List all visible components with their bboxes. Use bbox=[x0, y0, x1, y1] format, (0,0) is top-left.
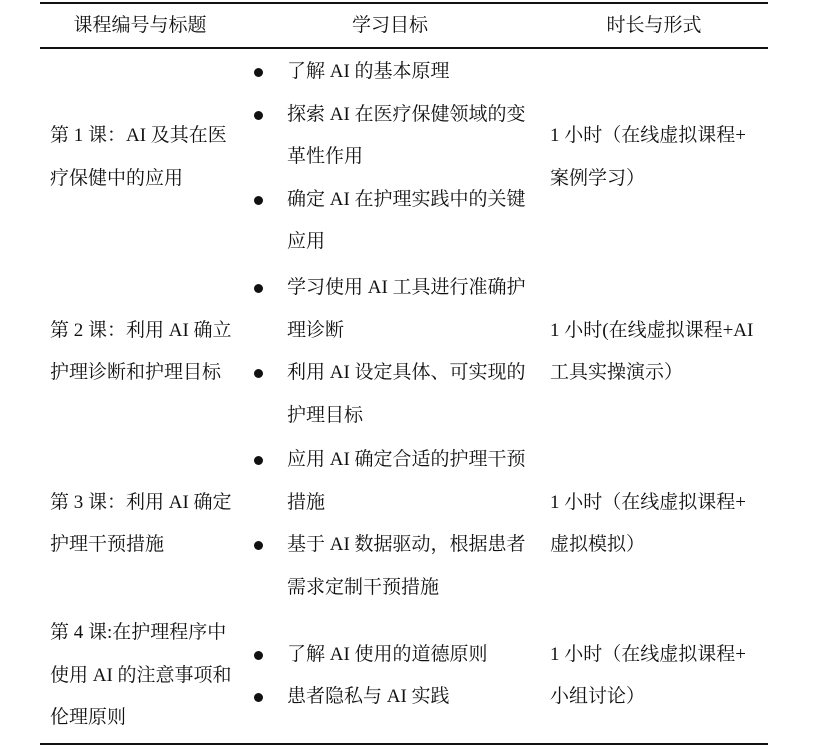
lesson-line: 护理诊断和护理目标 bbox=[50, 362, 222, 383]
duration-line: 案例学习） bbox=[550, 167, 646, 189]
lesson-line: 第 4 课:在护理程序中 bbox=[50, 622, 227, 644]
objective-line: 革性作用 bbox=[287, 146, 364, 168]
header-objectives: 学习目标 bbox=[351, 15, 428, 36]
objective-line: 了解 AI 的基本原理 bbox=[287, 61, 450, 83]
objective-item bbox=[240, 179, 540, 264]
objectives-cell bbox=[240, 265, 540, 439]
bullet-icon bbox=[254, 196, 263, 205]
objective-item bbox=[240, 267, 540, 352]
objective-line: 基于 AI 数据驱动，根据患者 bbox=[287, 534, 526, 555]
objective-line: 了解 AI 使用的道德原则 bbox=[287, 643, 488, 665]
objective-line: 应用 bbox=[287, 231, 326, 253]
lesson-line: 使用 AI 的注意事项和 bbox=[50, 664, 232, 686]
table-row bbox=[40, 439, 768, 609]
bullet-icon bbox=[254, 369, 263, 378]
objective-line: 理诊断 bbox=[287, 319, 345, 341]
table-row bbox=[40, 50, 768, 265]
objective-line: 确定 AI 在护理实践中的关键 bbox=[287, 188, 526, 210]
table-row bbox=[40, 265, 768, 439]
objective-line: 探索 AI 在医疗保健领域的变 bbox=[287, 103, 526, 125]
objective-line: 利用 AI 设定具体、可实现的 bbox=[287, 362, 526, 383]
table-header-row bbox=[40, 4, 768, 47]
lesson-line: 伦理原则 bbox=[50, 707, 127, 729]
lesson-line: 第 2 课：利用 AI 确立 bbox=[50, 319, 232, 341]
lesson-line: 第 1 课：AI 及其在医 bbox=[50, 125, 227, 146]
table-header-rule bbox=[40, 47, 768, 49]
bullet-icon bbox=[254, 456, 263, 465]
bullet-icon bbox=[254, 284, 263, 293]
lesson-line: 第 3 课：利用 AI 确定 bbox=[50, 491, 232, 513]
duration-line: 1 小时（在线虚拟课程+ bbox=[550, 643, 746, 665]
bullet-icon bbox=[254, 111, 263, 120]
objective-item bbox=[240, 352, 540, 437]
duration-cell bbox=[550, 50, 768, 265]
duration-cell bbox=[550, 439, 768, 609]
objective-item bbox=[240, 634, 540, 677]
bullet-icon bbox=[254, 693, 263, 702]
objective-line: 需求定制干预措施 bbox=[287, 576, 440, 598]
duration-line: 虚拟模拟） bbox=[550, 534, 646, 555]
table-bottom-rule bbox=[40, 743, 768, 745]
duration-line: 工具实操演示） bbox=[550, 362, 684, 383]
objective-line: 学习使用 AI 工具进行准确护 bbox=[287, 277, 526, 298]
bullet-icon bbox=[254, 541, 263, 550]
objective-line: 患者隐私与 AI 实践 bbox=[287, 686, 450, 707]
lesson-line: 疗保健中的应用 bbox=[50, 167, 184, 189]
objective-item bbox=[240, 524, 540, 609]
objectives-cell bbox=[240, 439, 540, 609]
lesson-cell bbox=[50, 50, 242, 265]
objective-item bbox=[240, 51, 540, 94]
duration-cell bbox=[550, 265, 768, 439]
objectives-cell bbox=[240, 50, 540, 265]
header-duration: 时长与形式 bbox=[606, 15, 702, 36]
lesson-cell bbox=[50, 609, 242, 743]
duration-line: 1 小时（在线虚拟课程+ bbox=[550, 491, 746, 513]
duration-line: 1 小时（在线虚拟课程+ bbox=[550, 125, 746, 146]
duration-cell bbox=[550, 609, 768, 743]
lesson-line: 护理干预措施 bbox=[50, 534, 165, 555]
objectives-cell bbox=[240, 609, 540, 743]
objective-line: 护理目标 bbox=[287, 404, 364, 426]
bullet-icon bbox=[254, 651, 263, 660]
header-lesson: 课程编号与标题 bbox=[73, 15, 207, 36]
lesson-cell bbox=[50, 265, 242, 439]
objective-item bbox=[240, 439, 540, 524]
duration-line: 1 小时(在线虚拟课程+AI bbox=[550, 319, 754, 341]
duration-line: 小组讨论） bbox=[550, 686, 646, 707]
objective-item bbox=[240, 94, 540, 179]
objective-line: 措施 bbox=[287, 491, 326, 513]
objective-item bbox=[240, 676, 540, 719]
lesson-cell bbox=[50, 439, 242, 609]
bullet-icon bbox=[254, 68, 263, 77]
objective-line: 应用 AI 确定合适的护理干预 bbox=[287, 449, 526, 470]
table-row bbox=[40, 609, 768, 743]
